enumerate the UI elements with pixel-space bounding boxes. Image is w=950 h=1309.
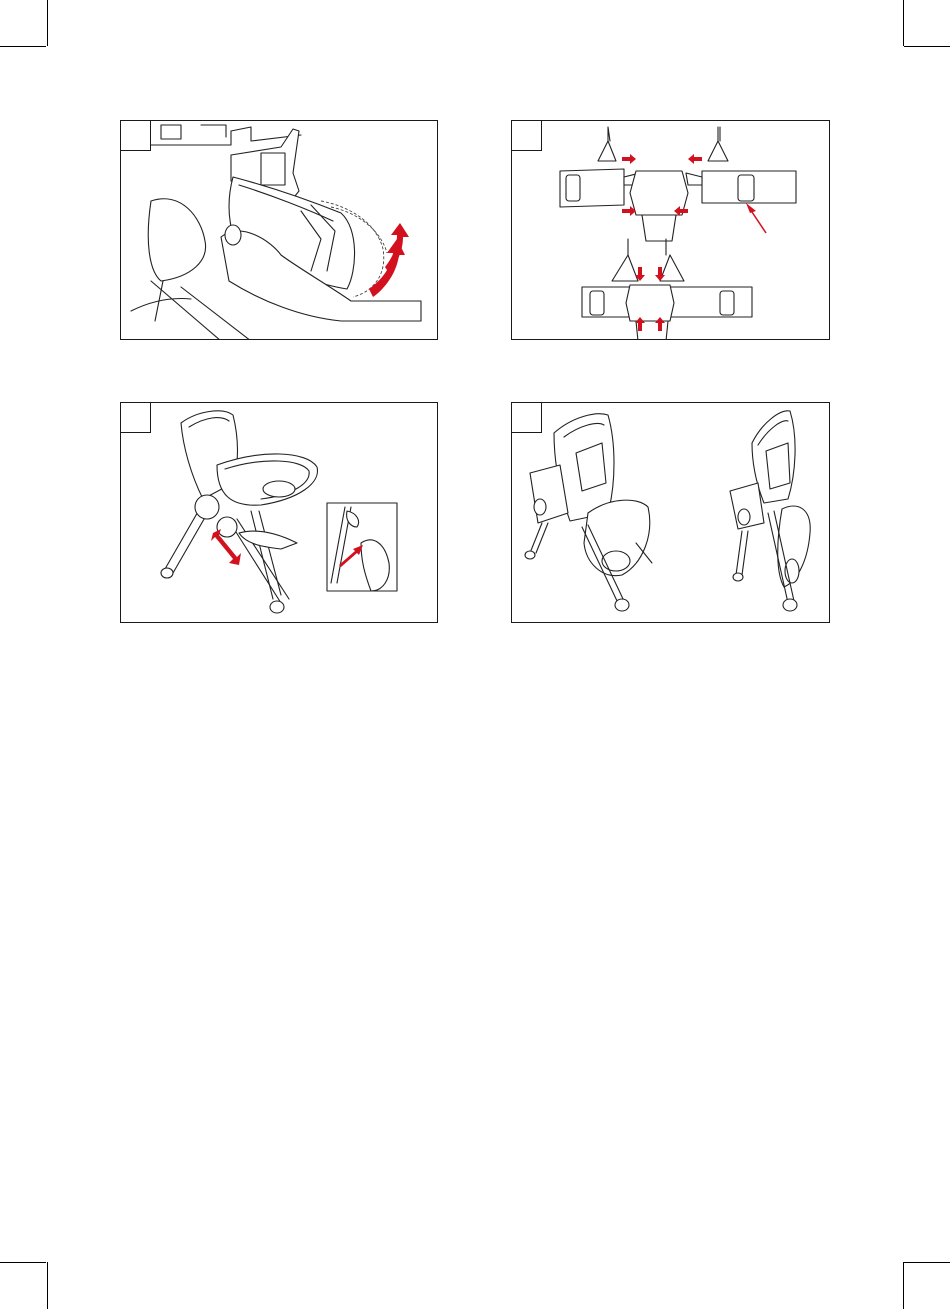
crop-mark bbox=[0, 1262, 46, 1263]
crop-mark bbox=[903, 0, 904, 46]
crop-mark bbox=[47, 1262, 48, 1309]
crop-mark bbox=[903, 1262, 904, 1309]
figure-panel-3 bbox=[120, 402, 438, 623]
figure-number-box bbox=[512, 403, 542, 433]
height-adjust-illustration bbox=[121, 403, 438, 623]
fold-chair-illustration bbox=[512, 403, 830, 623]
harness-buckle-illustration bbox=[512, 121, 830, 340]
crop-mark bbox=[904, 1262, 950, 1263]
figure-number-box bbox=[121, 121, 151, 151]
figure-panel-2 bbox=[511, 120, 830, 340]
crop-mark bbox=[904, 46, 950, 47]
crop-mark bbox=[47, 0, 48, 46]
figure-number-box bbox=[512, 121, 542, 151]
crop-mark bbox=[0, 46, 46, 47]
figure-panel-4 bbox=[511, 402, 830, 623]
tray-release-illustration bbox=[121, 121, 438, 340]
figure-number-box bbox=[121, 403, 151, 433]
figure-panel-1 bbox=[120, 120, 438, 340]
